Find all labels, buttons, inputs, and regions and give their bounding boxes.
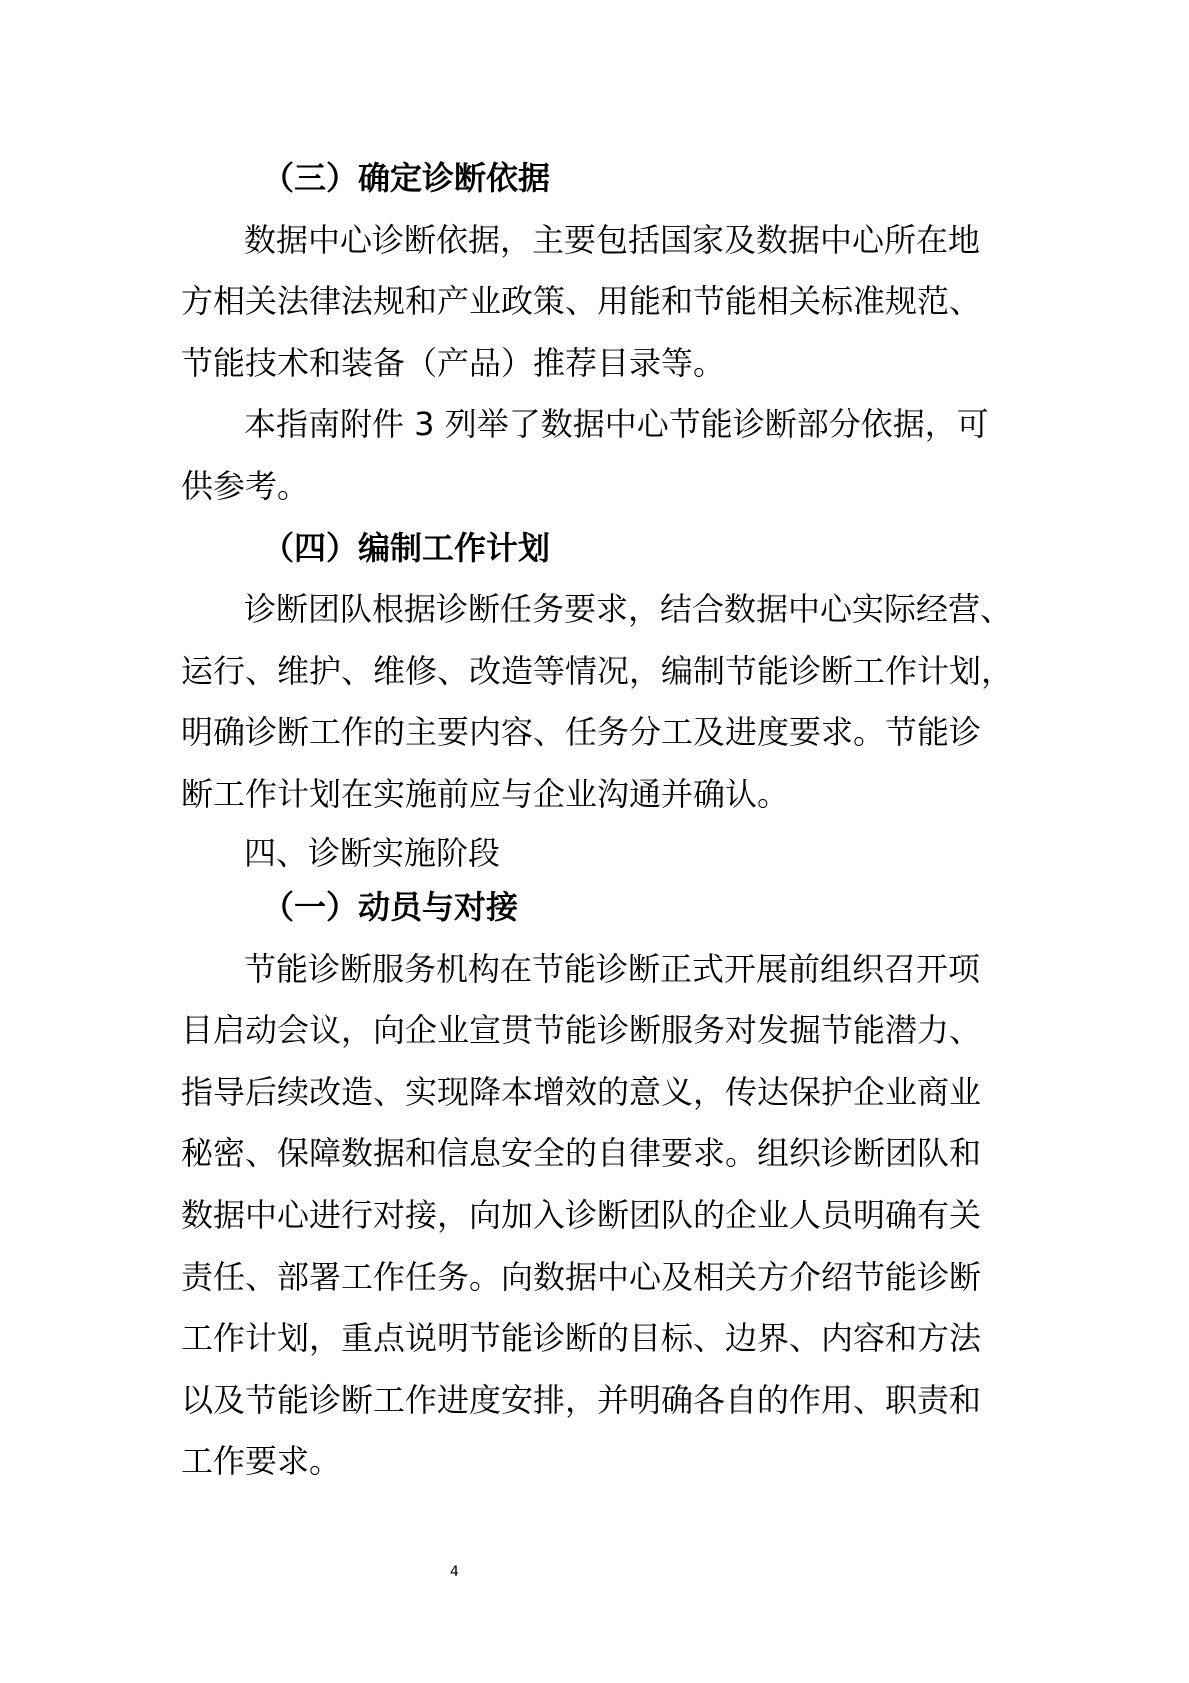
page-number: 4 xyxy=(450,1564,459,1580)
section-heading: （三）确定诊断依据 xyxy=(262,159,551,197)
text-line: 运行、维护、维修、改造等情况，编制节能诊断工作计划， xyxy=(181,652,1014,690)
section-heading: （四）编制工作计划 xyxy=(262,529,551,567)
text-line: 责任、部署工作任务。向数据中心及相关方介绍节能诊断 xyxy=(181,1258,982,1296)
text-line: 本指南附件 3 列举了数据中心节能诊断部分依据，可 xyxy=(244,405,989,443)
text-line: 指导后续改造、实现降本增效的意义，传达保护企业商业 xyxy=(181,1073,982,1111)
text-line: 节能技术和装备（产品）推荐目录等。 xyxy=(181,344,726,382)
text-line: 工作计划，重点说明节能诊断的目标、边界、内容和方法 xyxy=(181,1319,982,1357)
text-line: 数据中心诊断依据，主要包括国家及数据中心所在地 xyxy=(244,221,981,259)
text-line: 以及节能诊断工作进度安排，并明确各自的作用、职责和 xyxy=(181,1381,982,1419)
text-line: 节能诊断服务机构在节能诊断正式开展前组织召开项 xyxy=(244,950,981,988)
text-line: 明确诊断工作的主要内容、任务分工及进度要求。节能诊 xyxy=(181,713,982,751)
text-line: 诊断团队根据诊断任务要求，结合数据中心实际经营、 xyxy=(244,590,1013,628)
text-line: 目启动会议，向企业宣贯节能诊断服务对发掘节能潜力、 xyxy=(181,1011,982,1049)
text-line: 方相关法律法规和产业政策、用能和节能相关标准规范、 xyxy=(181,282,982,320)
text-line: 断工作计划在实施前应与企业沟通并确认。 xyxy=(181,775,790,813)
text-line: 四、诊断实施阶段 xyxy=(244,834,501,872)
text-line: 工作要求。 xyxy=(181,1442,342,1480)
text-line: 供参考。 xyxy=(181,467,310,505)
text-line: 数据中心进行对接，向加入诊断团队的企业人员明确有关 xyxy=(181,1196,982,1234)
text-line: 秘密、保障数据和信息安全的自律要求。组织诊断团队和 xyxy=(181,1134,982,1172)
section-heading: （一）动员与对接 xyxy=(262,888,519,926)
